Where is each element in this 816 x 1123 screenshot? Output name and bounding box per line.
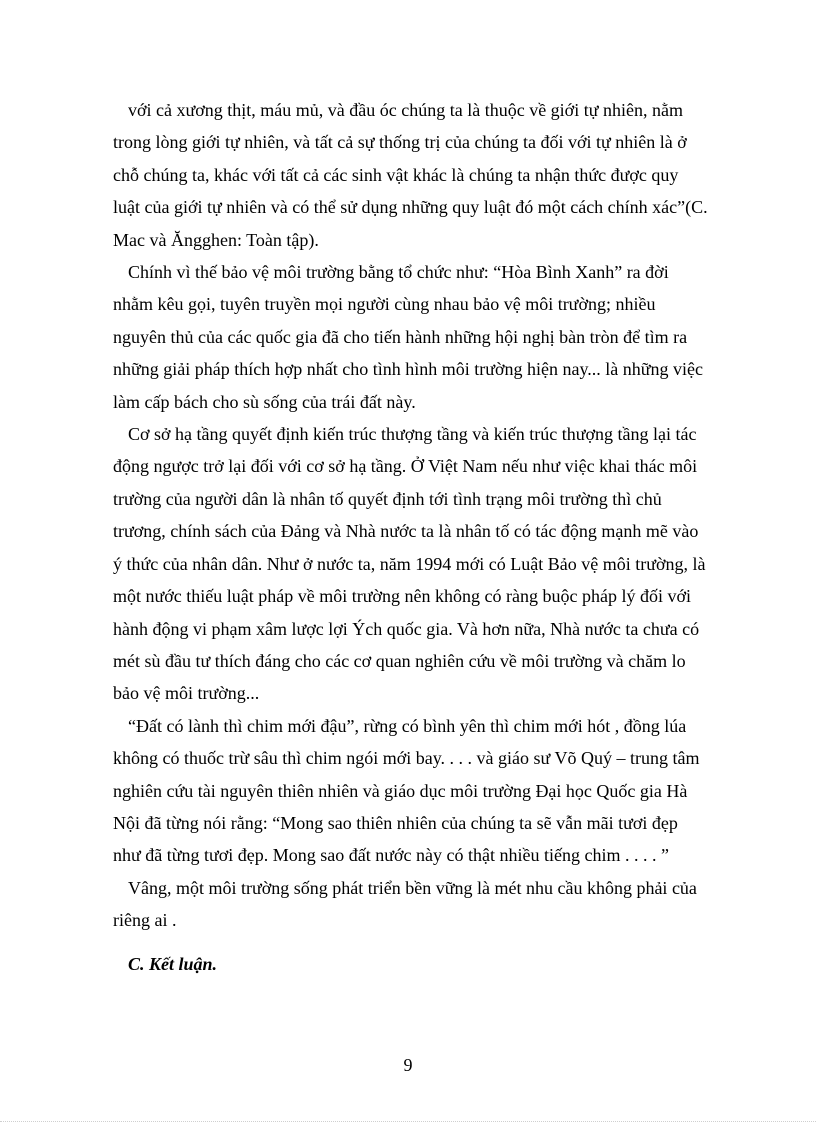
text-line: riêng ai . — [113, 910, 177, 931]
text-line: nguyên thủ của các quốc gia đã cho tiến hành những hội nghị bàn tròn để tìm ra — [113, 326, 688, 347]
text-line: Chính vì thế bảo vệ môi trường bằng tổ chức như: “Hòa Bình Xanh” ra đời — [128, 262, 669, 283]
page-number: 9 — [403, 1055, 413, 1075]
text-line: nghiên cứu tài nguyên thiên nhiên và giáo dục môi trường Đại học Quốc gia Hà — [113, 780, 688, 801]
text-line: Nội đã từng nói rằng: “Mong sao thiên nhiên của chúng ta sẽ vẫn mãi tươi đẹp — [113, 812, 678, 833]
text-line: “Đất có lành thì chim mới đậu”, rừng có bình yên thì chim mới hót , đồng lúa — [128, 715, 687, 736]
paragraph — [113, 872, 751, 937]
text-line: ý thức của nhân dân. Như ở nước ta, năm 1994 mới có Luật Bảo vệ môi trường, là — [113, 553, 706, 574]
text-line: Vâng, một môi trường sống phát triển bền vững là mét nhu cầu không phải của — [128, 877, 697, 898]
text-line: làm cấp bách cho sù sống của trái đất này. — [113, 391, 416, 412]
text-line: Mac và Ăngghen: Toàn tập). — [113, 229, 319, 250]
text-line: những giải pháp thích hợp nhất cho tình hình môi trường hiện nay... là những việc — [113, 359, 704, 380]
text-line: hành động vi phạm xâm lược lợi Ých quốc gia. Và hơn nữa, Nhà nước ta chưa có — [113, 618, 700, 639]
paragraph — [113, 256, 751, 418]
text-line: bảo vệ môi trường... — [113, 683, 260, 704]
text-line: với cả xương thịt, máu mủ, và đầu óc chúng ta là thuộc về giới tự nhiên, nằm — [128, 100, 683, 120]
text-line: chỗ chúng ta, khác với tất cả các sinh vật khác là chúng ta nhận thức được quy — [113, 164, 679, 185]
paragraph — [113, 418, 751, 710]
text-line: trong lòng giới tự nhiên, và tất cả sự thống trị của chúng ta đối với tự nhiên là ở — [113, 132, 687, 153]
text-line: không có thuốc trừ sâu thì chim ngói mới bay. . . . và giáo sư Võ Quý – trung tâm — [113, 748, 700, 769]
text-line: trường của người dân là nhân tố quyết định tới tình trạng môi trường thì chủ — [113, 488, 662, 509]
text-line: luật của giới tự nhiên và có thể sử dụng những quy luật đó một cách chính xác”(C. — [113, 197, 708, 218]
text-line: động ngược trở lại đối với cơ sở hạ tầng. Ở Việt Nam nếu như việc khai thác môi — [113, 456, 698, 477]
paragraph — [113, 710, 751, 872]
body-text — [113, 94, 751, 937]
paragraph — [113, 94, 751, 256]
text-line: như đã từng tươi đẹp. Mong sao đất nước này có thật nhiều tiếng chim . . . . ” — [113, 845, 669, 866]
text-line: nhằm kêu gọi, tuyên truyền mọi người cùng nhau bảo vệ môi trường; nhiều — [113, 294, 656, 315]
text-line: trương, chính sách của Đảng và Nhà nước ta là nhân tố có tác động mạnh mẽ vào — [113, 521, 699, 542]
text-line: Cơ sở hạ tầng quyết định kiến trúc thượng tầng và kiến trúc thượng tầng lại tác — [128, 424, 697, 445]
text-line: mét sù đầu tư thích đáng cho các cơ quan nghiên cứu về môi trường và chăm lo — [113, 650, 686, 671]
section-heading: C. Kết luận. — [128, 954, 218, 974]
page-bottom-divider — [0, 1121, 816, 1122]
text-line: một nước thiếu luật pháp về môi trường nên không có ràng buộc pháp lý đối với — [113, 586, 691, 607]
